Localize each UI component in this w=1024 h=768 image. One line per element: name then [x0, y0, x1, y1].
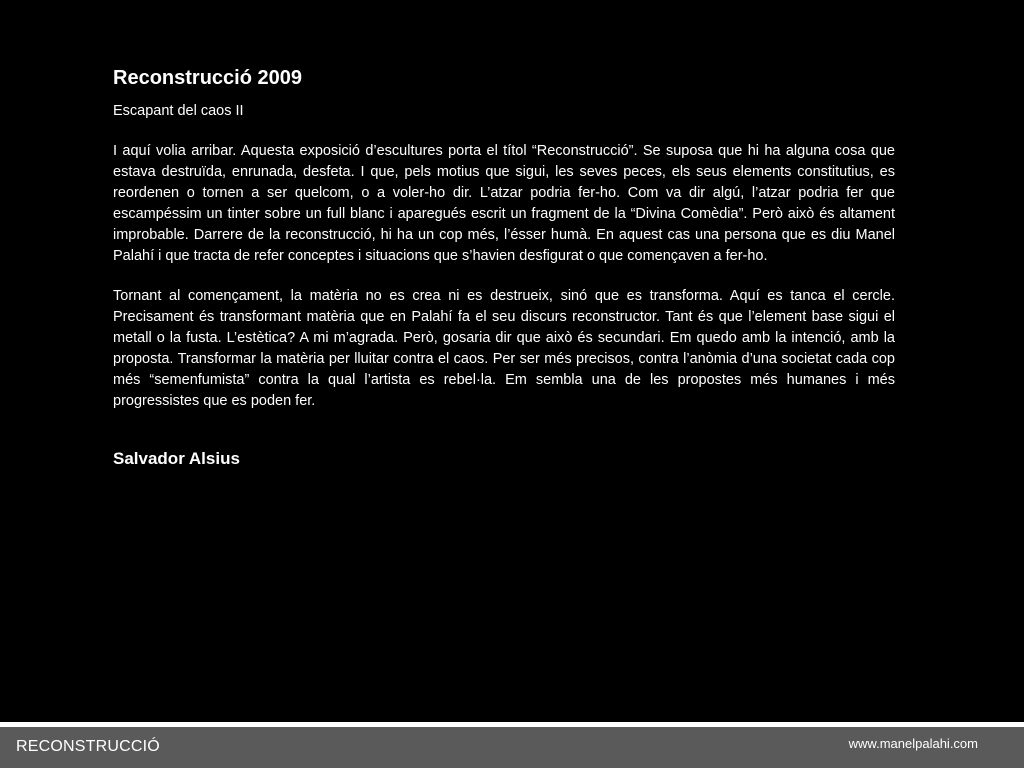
footer-website: www.manelpalahi.com [848, 736, 978, 751]
paragraph-2: Tornant al començament, la matèria no es crea ni es destrueix, sinó que es transforma. Aquí es tanca el cercle. Precisament és transformant matèria que en Palahí fa el seu discurs reconstructor. Tant és que l’element base sigui el metall o la fusta. L’estètica? A mi m’agrada. Però, gosaria dir que això és secundari. Em quedo amb la intenció, amb la proposta. Transformar la matèria per lluitar contra el caos. Per ser més precisos, contra l’anòmia d’una societat cada cop més “semenfumista” contra la qual l’artista es rebel·la. Em sembla una de les propostes més humanes i més progressistes que es poden fer. [113, 288, 895, 409]
footer-bar [0, 727, 1024, 768]
document-body [113, 64, 895, 470]
paragraph-1: I aquí volia arribar. Aquesta exposició d’escultures porta el títol “Reconstrucció”. Se suposa que hi ha alguna cosa que estava destruïda, enrunada, desfeta. I que, pels motius que sigui, les seves peces, els seus elements constitutius, es reordenen o tornen a ser quelcom, o a voler-ho dir. L’atzar podria fer-ho. Com va dir algú, l’atzar podria fer que escampéssim un tinter sobre un full blanc i aparegués escrit un fragment de la “Divina Comèdia”. Però això és altament improbable. Darrere de la reconstrucció, hi ha un cop més, l’ésser humà. En aquest cas una persona que es diu Manel Palahí i que tracta de refer conceptes i situacions que s’havien desfigurat o que començaven a fer-ho. [113, 143, 895, 264]
page-title: Reconstrucció 2009 [113, 67, 302, 89]
author-name: Salvador Alsius [113, 448, 240, 468]
page-subtitle: Escapant del caos II [113, 103, 244, 119]
footer-section-label: RECONSTRUCCIÓ [16, 738, 160, 755]
